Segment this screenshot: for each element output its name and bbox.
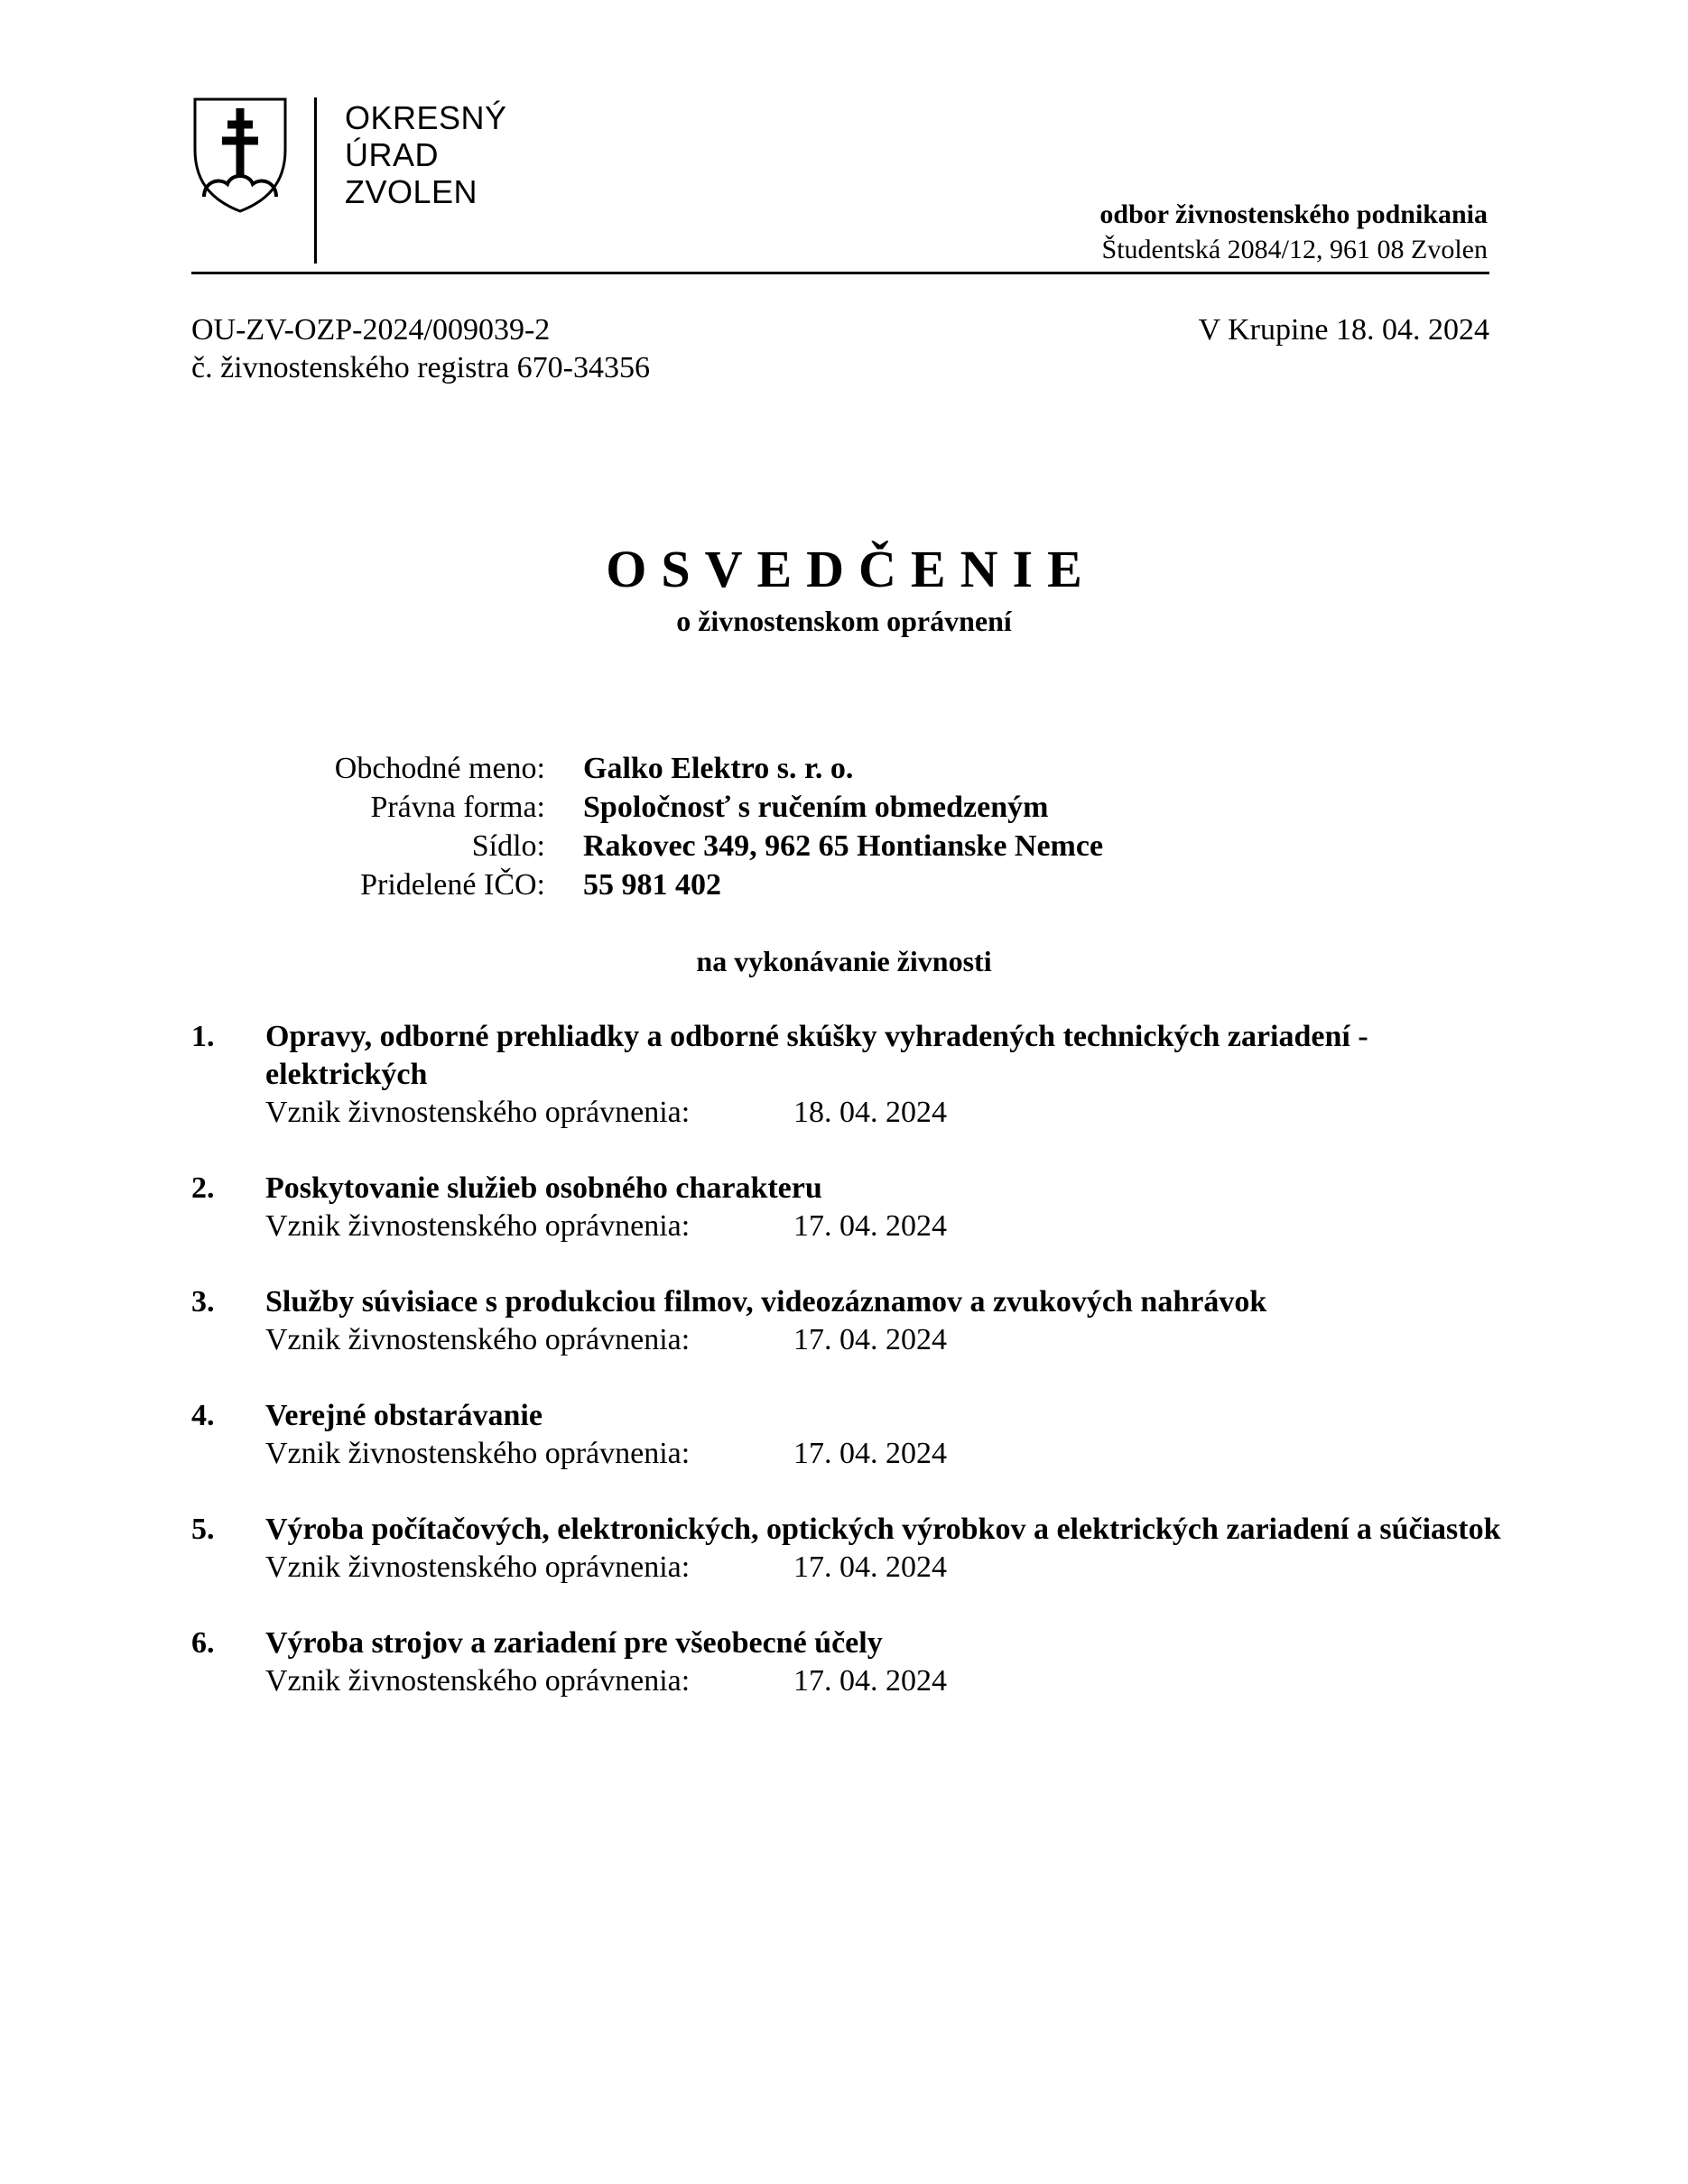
trade-item [191,1018,1509,1132]
department-block [1099,197,1488,267]
trade-item [191,1511,1509,1587]
company-label: Sídlo: [471,829,545,863]
item-number: 1. [191,1020,215,1053]
item-since-label: Vznik živnostenského oprávnenia: [265,1664,691,1698]
item-name: Výroba počítačových, elektronických, optických výrobkov a elektrických zariadení a súčiastok [265,1513,1501,1546]
item-name: Poskytovanie služieb osobného charakteru [265,1171,822,1205]
company-label: Obchodné meno: [334,752,545,785]
item-since-date: 17. 04. 2024 [793,1664,947,1698]
letterhead-divider [314,97,317,264]
item-number: 2. [191,1171,215,1205]
item-since-date: 17. 04. 2024 [793,1323,947,1356]
trade-item [191,1624,1509,1700]
department-name: odbor živnostenského podnikania [1099,199,1488,229]
document-title: OSVEDČENIE [606,540,1097,598]
company-value: Galko Elektro s. r. o. [583,752,854,785]
slovak-coat-of-arms-icon [191,96,289,215]
office-line: ZVOLEN [345,173,478,210]
company-value: Rakovec 349, 962 65 Hontianske Nemce [583,829,1104,863]
trade-list [191,1018,1509,1738]
office-line: OKRESNÝ [345,99,507,136]
place-date: V Krupine 18. 04. 2024 [1198,313,1489,347]
company-row [191,788,1103,827]
item-number: 3. [191,1285,215,1319]
trade-item [191,1283,1509,1359]
office-line: ÚRAD [345,136,440,173]
item-name: Verejné obstarávanie [265,1399,543,1432]
trade-item [191,1170,1509,1245]
item-name: Služby súvisiace s produkciou filmov, videozáznamov a zvukových nahrávok [265,1285,1267,1319]
item-number: 4. [191,1399,215,1432]
company-row [191,865,1103,904]
company-row [191,827,1103,865]
document-subtitle: o živnostenskom oprávnení [676,605,1012,637]
company-label: Právna forma: [370,791,545,824]
item-since-date: 17. 04. 2024 [793,1437,947,1470]
item-since-label: Vznik živnostenského oprávnenia: [265,1323,691,1356]
item-since-date: 17. 04. 2024 [793,1550,947,1584]
item-since-label: Vznik živnostenského oprávnenia: [265,1096,691,1129]
reference-block [191,311,650,387]
company-info [191,749,1103,904]
item-number: 5. [191,1513,215,1546]
item-number: 6. [191,1626,215,1660]
company-row [191,749,1103,788]
trade-item [191,1397,1509,1473]
item-since-date: 18. 04. 2024 [793,1096,947,1129]
item-since-label: Vznik živnostenského oprávnenia: [265,1437,691,1470]
office-name [345,99,507,210]
item-since-label: Vznik živnostenského oprávnenia: [265,1209,691,1243]
item-since-label: Vznik živnostenského oprávnenia: [265,1550,691,1584]
item-name: Opravy, odborné prehliadky a odborné skúšky vyhradených technických zariadení - elektrických [265,1020,1368,1091]
company-value: 55 981 402 [583,868,721,902]
item-since-date: 17. 04. 2024 [793,1209,947,1243]
company-value: Spoločnosť s ručením obmedzeným [583,791,1049,824]
header-rule [191,272,1489,274]
company-label: Pridelené IČO: [360,868,545,902]
department-address: Študentská 2084/12, 961 08 Zvolen [1101,235,1488,264]
item-name: Výroba strojov a zariadení pre všeobecné účely [265,1626,883,1660]
purpose-heading: na vykonávanie živnosti [696,945,992,977]
registry-number: č. živnostenského registra 670-34356 [191,351,650,384]
reference-number: OU-ZV-OZP-2024/009039-2 [191,313,551,347]
